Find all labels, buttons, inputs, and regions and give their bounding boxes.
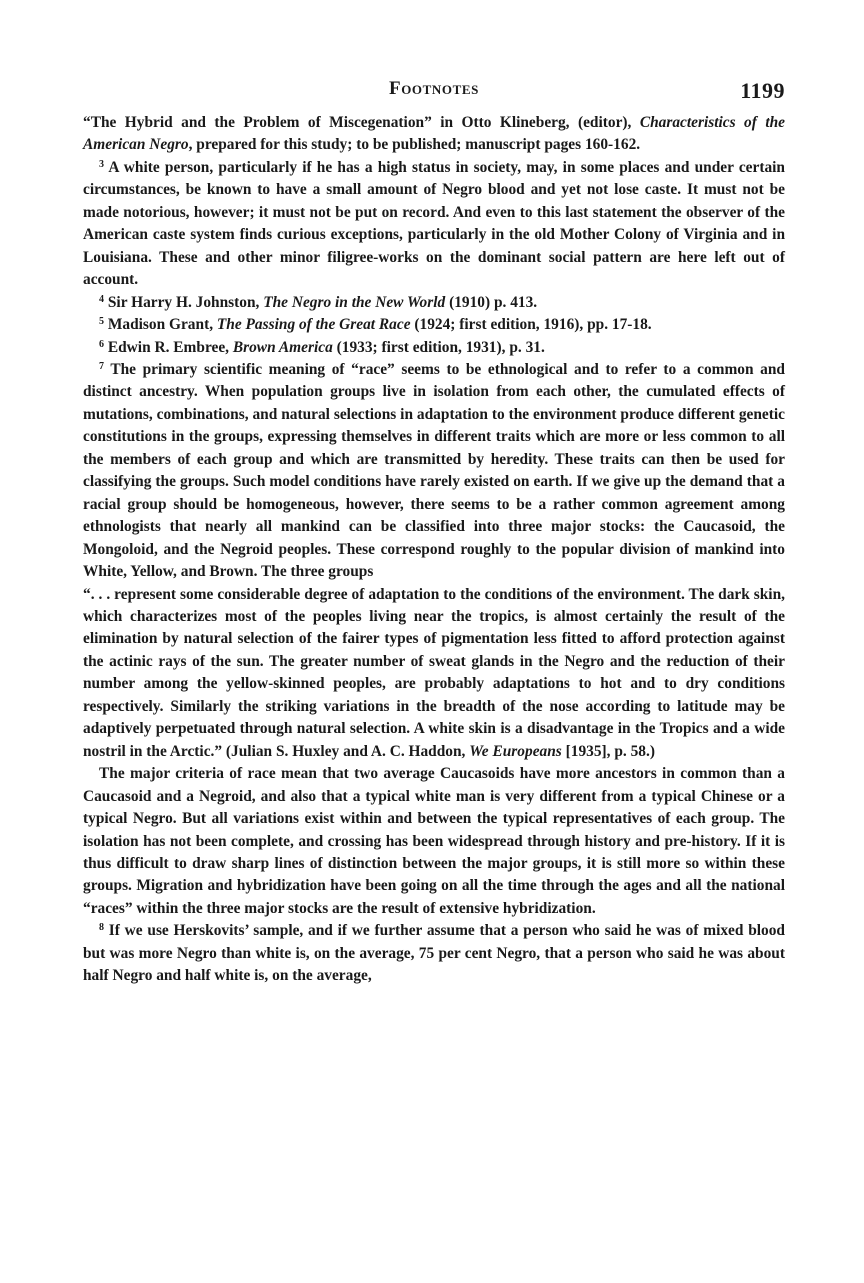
footnote-8 [83,920,785,987]
running-title: Footnotes [389,78,479,99]
book-title: The Negro in the New World [263,293,446,311]
footnote-4 [83,292,785,314]
text-segment: If we use Herskovits’ sample, and if we further assume that a person who said he was of mixed blood but was more Negro than white is, on the average, 75 per cent Negro, that a person who said he was about half Negro and half white is, on the average, [83,922,785,985]
page [83,78,785,988]
running-head [83,78,785,112]
footnote-marker: 7 [99,360,104,372]
text-segment: [1935], p. 58.) [561,742,655,760]
text-segment: A white person, particularly if he has a high status in society, may, in some places and under certain circumstances, be known to have a small amount of Negro blood and yet not lose caste. It must not be made notorious, however; it must not be put on record. And even to this last statement the observer of the American caste system finds curious exceptions, particularly in the old Mother Colony of Virginia and in Louisiana. These and other minor filigree-works on the dominant social pattern are here left out of account. [83,158,785,289]
book-title: The Passing of the Great Race [216,316,411,334]
text-segment: “The Hybrid and the Problem of Miscegenation” in Otto Klineberg, (editor), [83,114,640,131]
body-paragraph [83,763,785,920]
footnote-marker: 6 [99,338,104,350]
text-segment: Edwin R. Embree, [107,338,233,356]
text-segment: (1910) p. 413. [445,293,538,311]
book-title: We Europeans [469,742,562,760]
text-segment: , prepared for this study; to be published; manuscript pages 160-162. [188,136,641,154]
text-segment: Sir Harry H. Johnston, [107,293,264,311]
footnote-continuation [83,112,785,157]
footnotes-body [83,112,785,988]
footnote-marker: 8 [99,922,104,934]
footnote-6 [83,337,785,359]
text-segment: (1924; first edition, 1916), pp. 17-18. [410,316,652,334]
page-number: 1199 [740,78,785,103]
footnote-7 [83,359,785,584]
footnote-marker: 5 [99,316,104,328]
book-title: Brown America [232,338,333,356]
text-segment: The primary scientific meaning of “race” seems to be ethnological and to refer to a common and distinct ancestry. When population groups live in isolation from each other, the cumulated effects of mutations, combinations, and natural selections in adaptation to the environment produce different genetic constitutions in the groups, expressing themselves in different traits which are more or less common to all the members of each group and which are transmitted by heredity. These traits can then be used for classifying the groups. Such model conditions have rarely existed on earth. If we give up the demand that a racial group should be homogeneous, however, there seems to be a rather common agreement among ethnologists that nearly all mankind can be classified into three major stocks: the Caucasoid, the Mongoloid, and the Negroid peoples. These correspond roughly to the popular division of mankind into White, Yellow, and Brown. The three groups [83,360,785,581]
text-segment: The major criteria of race mean that two average Caucasoids have more ancestors in common than a Caucasoid and a Negroid, and also that a typical white man is very different from a typical Chinese or a typical Negro. But all variations exist within and between the typical representatives of each group. The isolation has not been complete, and crossing has been widespread through history and pre-history. If it is thus difficult to draw sharp lines of distinction between the major groups, it is still more so within these groups. Migration and hybridization have been going on all the time through the ages and all the national “races” within the three major stocks are the result of extensive hybridization. [83,765,785,917]
block-quote [83,584,785,764]
footnote-5 [83,314,785,336]
footnote-3 [83,157,785,292]
book-title: Characteristics of the American Negro [83,114,785,154]
text-segment: Madison Grant, [107,316,217,334]
text-segment: “. . . represent some considerable degree of adaptation to the conditions of the environment. The dark skin, which characterizes most of the peoples living near the tropics, is almost certainly the result of the elimination by natural selection of the fairer types of pigmentation less fitted to afford protection against the actinic rays of the sun. The greater number of sweat glands in the Negro and the reduction of their number among the yellow-skinned peoples, are probably adaptations to hot and to dry conditions respectively. Similarly the striking variations in the breadth of the nose according to latitude may be adaptively perpetuated through natural selection. A white skin is a disadvantage in the Tropics and a wide nostril in the Arctic.” (Julian S. Huxley and A. C. Haddon, [83,585,785,760]
footnote-marker: 4 [99,293,104,305]
footnote-marker: 3 [99,158,104,170]
text-segment: (1933; first edition, 1931), p. 31. [332,338,545,356]
